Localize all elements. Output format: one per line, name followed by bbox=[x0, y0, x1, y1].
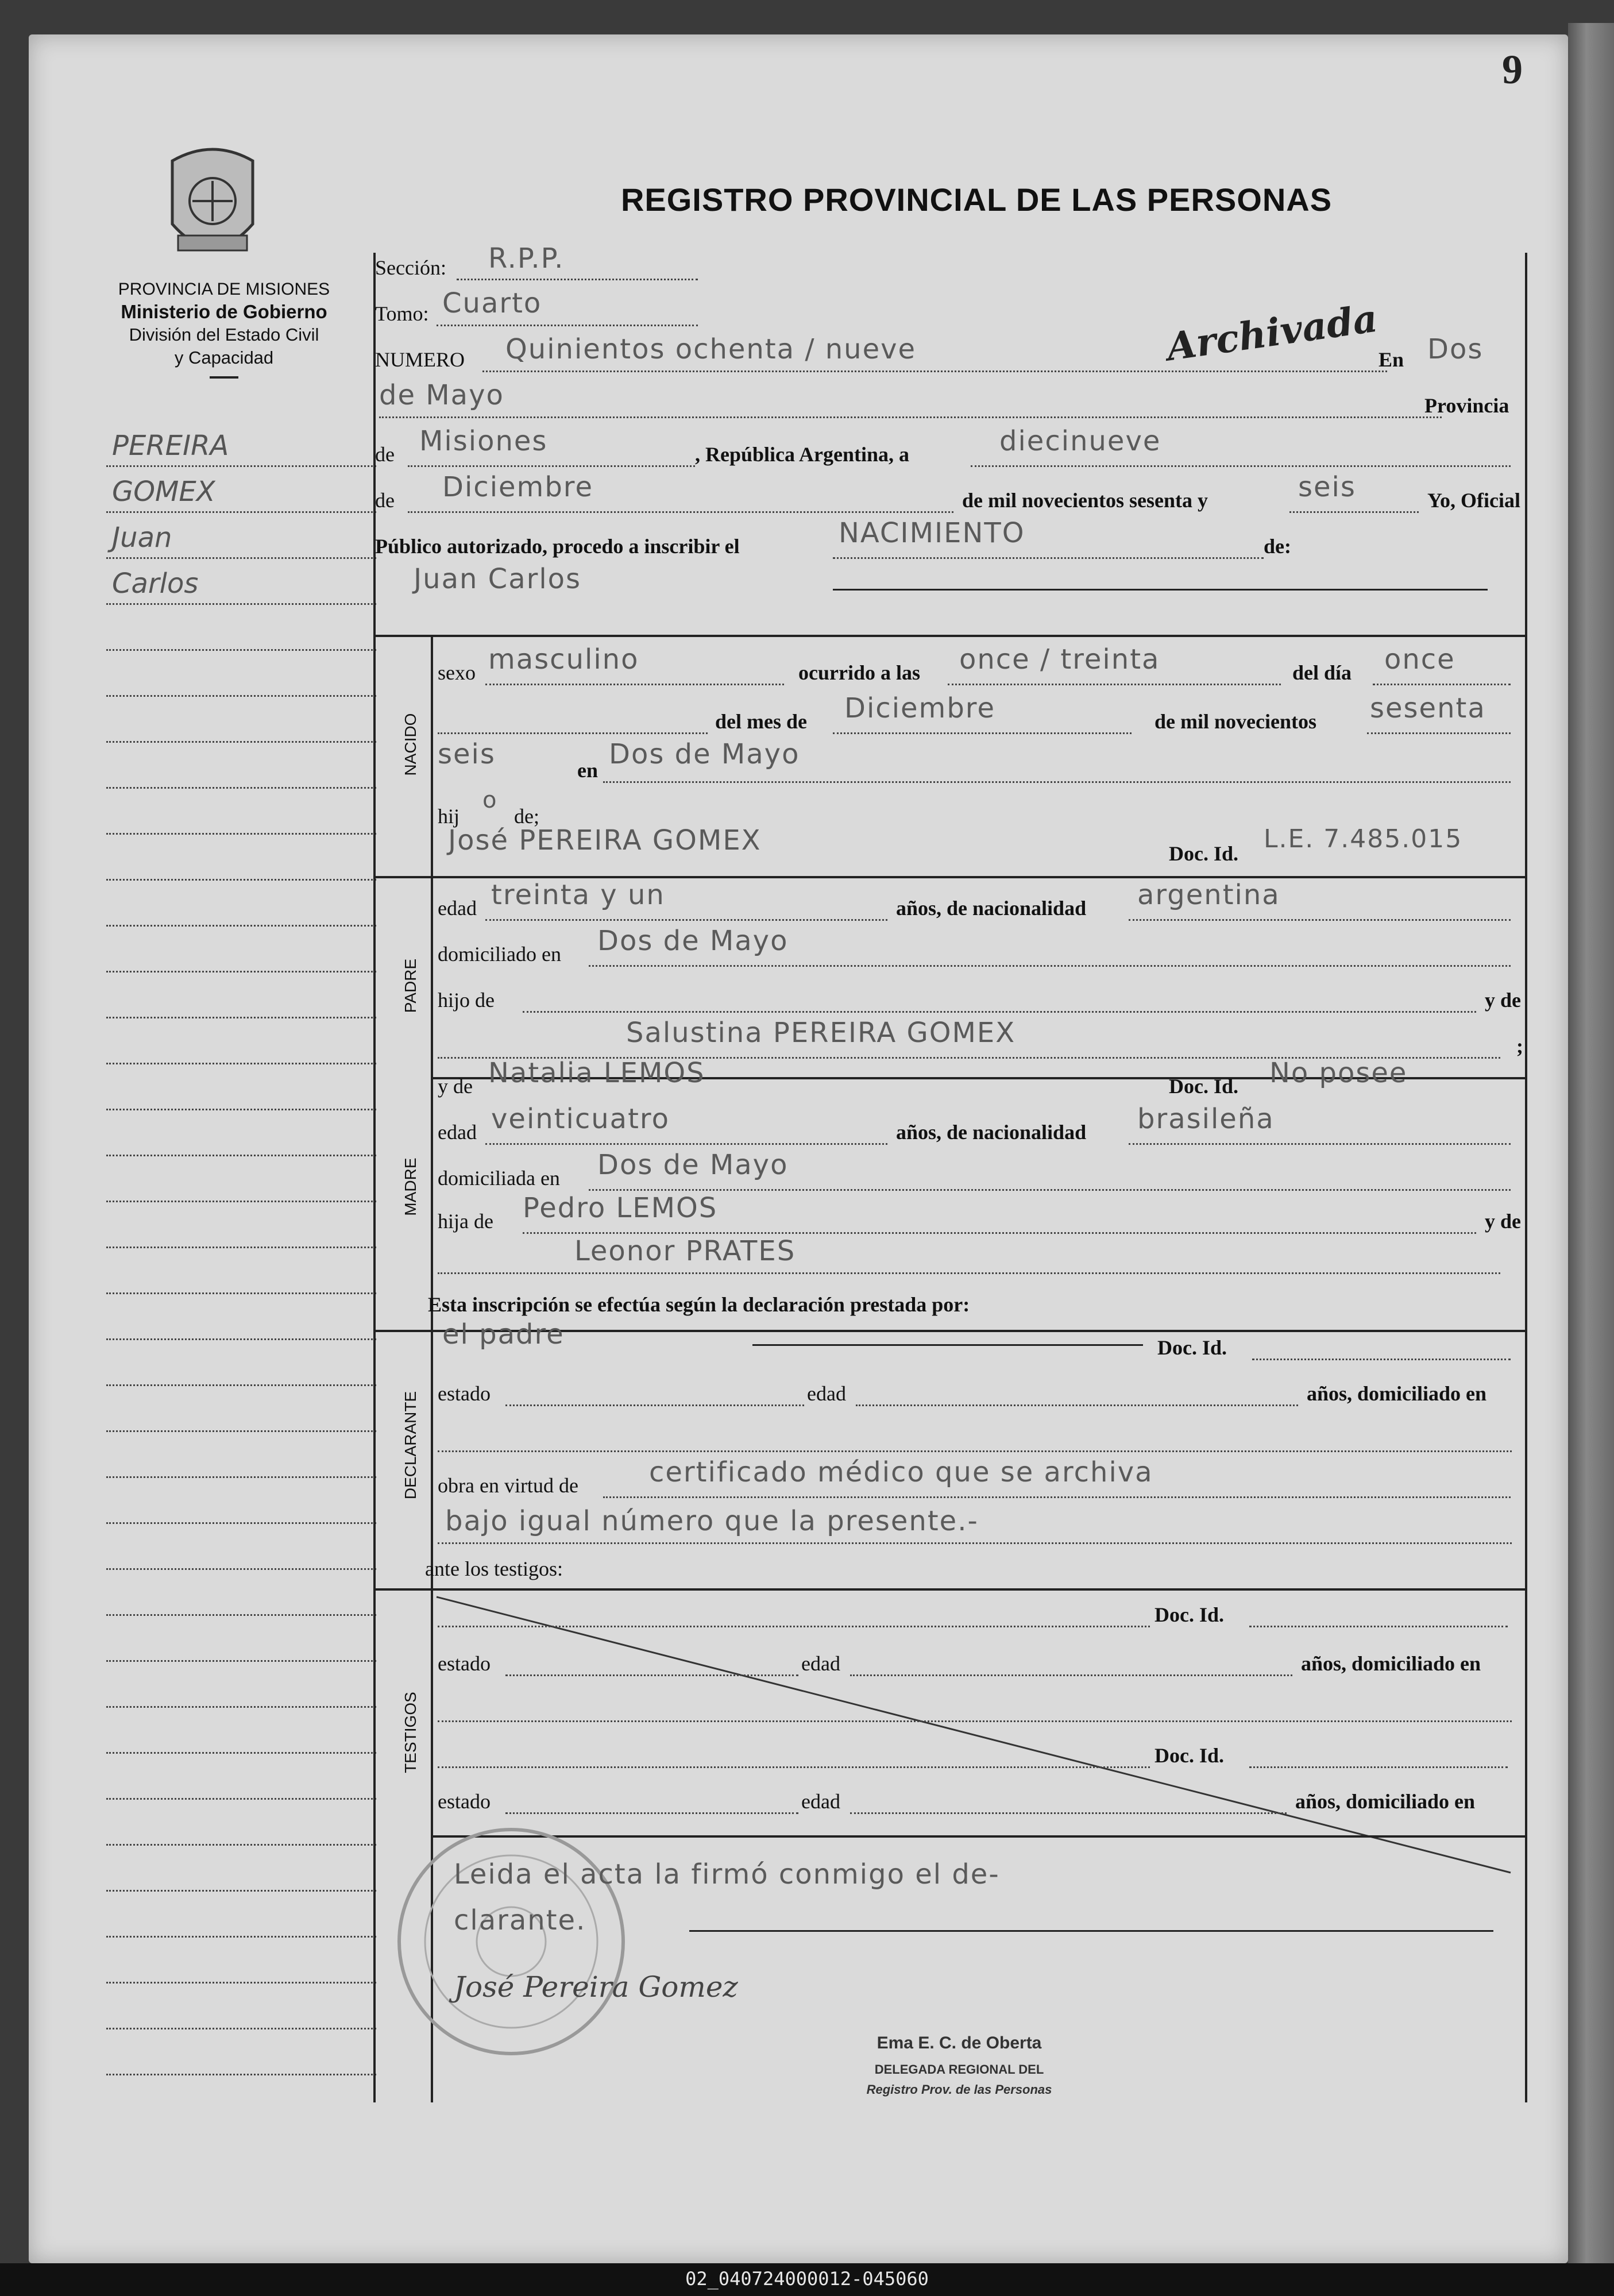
semicolon-label: ; bbox=[1516, 1035, 1523, 1058]
place-value: de Mayo bbox=[379, 379, 504, 411]
official-seal-icon bbox=[391, 1821, 632, 2062]
testigo1-estado-line bbox=[505, 1674, 798, 1676]
margin-ruled-line bbox=[106, 2028, 376, 2029]
mil-novecientos-label: de mil novecientos bbox=[1154, 710, 1316, 733]
margin-ruled-line bbox=[106, 971, 376, 973]
madre-nac-line bbox=[1129, 1143, 1511, 1145]
testigo2-estado-line bbox=[505, 1812, 798, 1814]
madre-dom-line bbox=[589, 1189, 1511, 1191]
testigo1-edad-line bbox=[850, 1674, 1292, 1676]
margin-ruled-line bbox=[106, 833, 376, 835]
testigo2-doc-line bbox=[1249, 1766, 1508, 1768]
margin-ruled-line bbox=[106, 1660, 376, 1662]
margin-ruled-line bbox=[106, 1890, 376, 1892]
place-line bbox=[379, 416, 1442, 418]
padre-dom-line bbox=[589, 965, 1511, 967]
margin-ruled-line bbox=[106, 465, 376, 467]
cierre-value-1: Leida el acta la firmó conmigo el de- bbox=[454, 1858, 1000, 1890]
hora-value: once / treinta bbox=[959, 643, 1160, 676]
margin-ruled-line bbox=[106, 1430, 376, 1432]
padre-nac-line bbox=[1129, 919, 1511, 921]
nombre-value: Juan Carlos bbox=[414, 563, 582, 595]
province-line bbox=[408, 465, 695, 467]
mes-value: Diciembre bbox=[442, 471, 593, 503]
margin-given-1: Juan bbox=[112, 522, 172, 554]
official-name: Ema E. C. de Oberta bbox=[876, 2033, 1042, 2052]
madre-nac-label: años, de nacionalidad bbox=[896, 1121, 1087, 1144]
image-footer bbox=[0, 2263, 1614, 2296]
declarante-edad-line bbox=[856, 1404, 1298, 1406]
margin-ruled-line bbox=[106, 557, 376, 559]
obra-label: obra en virtud de bbox=[438, 1474, 578, 1497]
archivada-stamp: Archivada bbox=[1164, 295, 1380, 370]
numero-label: NUMERO bbox=[375, 348, 465, 371]
testigo1-doc-label: Doc. Id. bbox=[1154, 1603, 1225, 1626]
margin-ruled-line bbox=[106, 1017, 376, 1018]
margin-ruled-line bbox=[106, 1338, 376, 1340]
margin-ruled-line bbox=[106, 1752, 376, 1754]
official-office: Registro Prov. de las Personas bbox=[866, 2082, 1052, 2097]
margin-surname-1: PEREIRA bbox=[112, 430, 229, 462]
testigo1-name-line bbox=[438, 1626, 1150, 1627]
sexo-line bbox=[485, 684, 784, 685]
margin-ruled-line bbox=[106, 1614, 376, 1616]
dia-nac-value: once bbox=[1384, 643, 1455, 676]
padre-y-de-label: y de bbox=[1485, 989, 1521, 1012]
margin-ruled-line bbox=[106, 695, 376, 697]
seccion-value: R.P.P. bbox=[488, 242, 565, 275]
madre-section-label: MADRE bbox=[401, 1157, 419, 1216]
testigo1-edad-label: edad bbox=[801, 1652, 840, 1675]
hij-label: hij bbox=[438, 805, 460, 828]
testigo1-dom-label: años, domiciliado en bbox=[1301, 1652, 1481, 1675]
declarante-dom-label: años, domiciliado en bbox=[1307, 1382, 1487, 1405]
testigo2-dom-label: años, domiciliado en bbox=[1295, 1790, 1476, 1813]
de-semicolon-label: de; bbox=[514, 805, 539, 828]
lugar-nac-value: Dos de Mayo bbox=[609, 738, 800, 770]
mes-line bbox=[408, 511, 953, 513]
de-label: de bbox=[375, 443, 395, 466]
margin-ruled-line bbox=[106, 2074, 376, 2075]
anio-nac-value-2: seis bbox=[438, 738, 496, 770]
declaracion-label: Esta inscripción se efectúa según la declaración prestada por: bbox=[428, 1293, 970, 1316]
padre-hijo-label: hijo de bbox=[438, 989, 495, 1012]
madre-doc-value: No posee bbox=[1269, 1057, 1408, 1089]
de-label-2: de bbox=[375, 489, 395, 512]
margin-ruled-line bbox=[106, 1798, 376, 1800]
madre-y-de-label: y de bbox=[438, 1075, 473, 1098]
madre-madre-line bbox=[438, 1272, 1500, 1274]
yo-oficial-label: Yo, Oficial bbox=[1427, 489, 1520, 512]
declarante-value: el padre bbox=[442, 1318, 565, 1350]
testigo2-estado-label: estado bbox=[438, 1790, 491, 1813]
book-binding bbox=[1568, 23, 1614, 2263]
tipo-line bbox=[833, 557, 1264, 559]
padre-nac-label: años, de nacionalidad bbox=[896, 897, 1087, 920]
mes-nac-value: Diciembre bbox=[844, 692, 995, 724]
numero-line bbox=[482, 371, 1387, 372]
margin-ruled-line bbox=[106, 511, 376, 513]
testigo1-doc-line bbox=[1249, 1626, 1508, 1627]
padre-top-border bbox=[373, 876, 1525, 878]
registry-page bbox=[29, 34, 1568, 2263]
page-title: REGISTRO PROVINCIAL DE LAS PERSONAS bbox=[620, 182, 1333, 218]
division-name-2: y Capacidad bbox=[174, 348, 274, 368]
province-name: PROVINCIA DE MISIONES bbox=[118, 280, 330, 299]
blank-line bbox=[438, 732, 708, 734]
margin-ruled-line bbox=[106, 1844, 376, 1846]
provincia-value: Misiones bbox=[419, 425, 548, 457]
del-mes-label: del mes de bbox=[715, 710, 807, 733]
margin-ruled-line bbox=[106, 1384, 376, 1386]
padre-dom-label: domiciliado en bbox=[438, 943, 561, 966]
margin-ruled-line bbox=[106, 1936, 376, 1938]
margin-ruled-line bbox=[106, 1109, 376, 1110]
padre-doc-value: L.E. 7.485.015 bbox=[1264, 824, 1463, 854]
testigo2-edad-label: edad bbox=[801, 1790, 840, 1813]
margin-ruled-line bbox=[106, 787, 376, 789]
del-dia-label: del día bbox=[1292, 661, 1352, 684]
footer-label: 02_040724000012-045060 bbox=[685, 2268, 929, 2290]
padre-dom-value: Dos de Mayo bbox=[597, 925, 789, 957]
testigo1-estado-label: estado bbox=[438, 1652, 491, 1675]
tomo-line bbox=[437, 325, 698, 326]
hij-value: o bbox=[482, 787, 498, 813]
nacido-section-label: NACIDO bbox=[401, 713, 419, 776]
right-border bbox=[1525, 253, 1527, 2102]
declarante-doc-label: Doc. Id. bbox=[1157, 1336, 1227, 1359]
madre-nac-value: brasileña bbox=[1137, 1103, 1275, 1135]
declarante-estado-label: estado bbox=[438, 1382, 491, 1405]
margin-ruled-line bbox=[106, 879, 376, 881]
obra-value-2: bajo igual número que la presente.- bbox=[445, 1505, 979, 1537]
margin-index bbox=[106, 430, 376, 2051]
madre-hija-label: hija de bbox=[438, 1210, 493, 1233]
padre-nombre-value: José PEREIRA GOMEX bbox=[448, 824, 762, 856]
cierre-line bbox=[689, 1930, 1493, 1932]
division-name: División del Estado Civil bbox=[129, 325, 319, 345]
madre-edad-label: edad bbox=[438, 1121, 477, 1144]
testigo1-dom-line bbox=[438, 1720, 1512, 1722]
margin-ruled-line bbox=[106, 1522, 376, 1524]
sexo-label: sexo bbox=[438, 661, 476, 684]
madre-y-de-label-2: y de bbox=[1485, 1210, 1521, 1233]
obra-line-2 bbox=[438, 1542, 1512, 1544]
madre-doc-label: Doc. Id. bbox=[1169, 1075, 1239, 1098]
anio-value: seis bbox=[1298, 471, 1356, 503]
margin-ruled-line bbox=[106, 1063, 376, 1064]
ante-label: ante los testigos: bbox=[425, 1557, 563, 1580]
declarante-doc-line bbox=[1252, 1359, 1511, 1360]
margin-ruled-line bbox=[106, 1247, 376, 1248]
padre-edad-line bbox=[485, 919, 887, 921]
madre-edad-value: veinticuatro bbox=[491, 1103, 670, 1135]
cierre-value-2: clarante. bbox=[454, 1904, 586, 1936]
padre-section-label: PADRE bbox=[401, 958, 419, 1013]
madre-madre-value: Leonor PRATES bbox=[574, 1235, 796, 1267]
margin-ruled-line bbox=[106, 1155, 376, 1156]
publico-label: Público autorizado, procedo a inscribir el bbox=[375, 535, 740, 558]
republica-label: , República Argentina, a bbox=[695, 443, 910, 466]
de-colon-label: de: bbox=[1264, 535, 1291, 558]
page-number: 9 bbox=[1502, 47, 1523, 92]
margin-surname-2: GOMEX bbox=[112, 476, 215, 508]
margin-ruled-line bbox=[106, 925, 376, 927]
obra-value-1: certificado médico que se archiva bbox=[649, 1456, 1153, 1488]
header-divider bbox=[210, 376, 238, 379]
madre-hija-line bbox=[523, 1232, 1476, 1234]
declarante-line bbox=[752, 1344, 1143, 1346]
tipo-value: NACIMIENTO bbox=[839, 517, 1025, 549]
testigo2-name-line bbox=[438, 1766, 1150, 1768]
padre-edad-label: edad bbox=[438, 897, 477, 920]
seccion-line bbox=[457, 279, 698, 280]
obra-line bbox=[603, 1496, 1511, 1498]
padre-madre-value: Salustina PEREIRA GOMEX bbox=[626, 1017, 1016, 1049]
seccion-label: Sección: bbox=[375, 256, 446, 279]
en-value: Dos bbox=[1427, 333, 1484, 365]
numero-value: Quinientos ochenta / nueve bbox=[505, 333, 917, 365]
left-column-border bbox=[373, 253, 376, 2102]
anio-nac-value: sesenta bbox=[1370, 692, 1486, 724]
tomo-label: Tomo: bbox=[375, 302, 429, 325]
nacido-inner-border bbox=[431, 635, 433, 876]
margin-ruled-line bbox=[106, 603, 376, 605]
ministry-name: Ministerio de Gobierno bbox=[121, 301, 327, 322]
nacido-top-border bbox=[373, 635, 1525, 637]
margin-ruled-line bbox=[106, 649, 376, 651]
official-title: DELEGADA REGIONAL DEL bbox=[874, 2062, 1044, 2077]
margin-ruled-line bbox=[106, 1201, 376, 1202]
ministry-header bbox=[75, 279, 373, 379]
margin-ruled-line bbox=[106, 1568, 376, 1570]
en-label: En bbox=[1379, 348, 1404, 371]
madre-padre-value: Pedro LEMOS bbox=[523, 1192, 718, 1224]
anio-line bbox=[1289, 511, 1419, 513]
sexo-value: masculino bbox=[488, 643, 639, 676]
margin-ruled-line bbox=[106, 741, 376, 743]
declarante-dom-line bbox=[438, 1450, 1512, 1452]
nombre-line bbox=[833, 589, 1488, 591]
declarante-estado-line bbox=[505, 1404, 804, 1406]
testigos-section-label: TESTIGOS bbox=[401, 1692, 419, 1773]
anio-nac-line bbox=[1367, 732, 1511, 734]
padre-madre-inner-border bbox=[431, 876, 433, 1623]
margin-ruled-line bbox=[106, 1982, 376, 1984]
lugar-line bbox=[603, 781, 1511, 783]
padre-hijo-line bbox=[523, 1011, 1476, 1013]
padre-doc-label: Doc. Id. bbox=[1169, 842, 1239, 865]
madre-nombre-value: Natalia LEMOS bbox=[488, 1057, 705, 1089]
padre-edad-value: treinta y un bbox=[491, 879, 665, 911]
provincia-label: Provincia bbox=[1424, 394, 1509, 417]
margin-ruled-line bbox=[106, 1706, 376, 1708]
mil-sesenta-label: de mil novecientos sesenta y bbox=[962, 489, 1208, 512]
en-small-label: en bbox=[577, 759, 598, 782]
padre-nac-value: argentina bbox=[1137, 879, 1280, 911]
testigo2-doc-label: Doc. Id. bbox=[1154, 1744, 1225, 1767]
margin-given-2: Carlos bbox=[112, 568, 199, 600]
madre-dom-label: domiciliada en bbox=[438, 1167, 560, 1190]
coat-of-arms-icon bbox=[161, 138, 264, 270]
mes-nac-line bbox=[833, 732, 1132, 734]
margin-ruled-line bbox=[106, 1292, 376, 1294]
madre-dom-value: Dos de Mayo bbox=[597, 1149, 789, 1181]
dia-line bbox=[971, 465, 1511, 467]
declarante-signature: José Pereira Gomez bbox=[454, 1970, 738, 2004]
hora-line bbox=[948, 684, 1281, 685]
madre-edad-line bbox=[485, 1143, 887, 1145]
testigo2-edad-line bbox=[850, 1812, 1287, 1814]
declarante-section-label: DECLARANTE bbox=[401, 1391, 419, 1500]
declarante-edad-label: edad bbox=[807, 1382, 846, 1405]
dia-value: diecinueve bbox=[999, 425, 1161, 457]
ocurrido-label: ocurrido a las bbox=[798, 661, 920, 684]
dia-nac-line bbox=[1373, 684, 1511, 685]
margin-ruled-line bbox=[106, 1476, 376, 1478]
tomo-value: Cuarto bbox=[442, 287, 542, 319]
